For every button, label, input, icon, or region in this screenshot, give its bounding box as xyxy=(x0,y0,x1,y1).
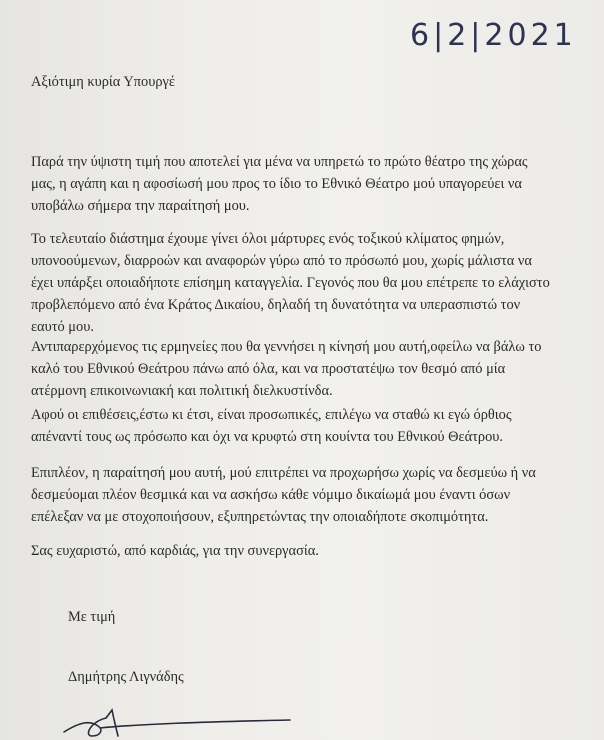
paragraph-line: Αφού οι επιθέσεις,έστω κι έτσι, είναι προσωπικές, επιλέγω να σταθώ κι εγώ όρθιος xyxy=(31,407,512,423)
paragraph-6 xyxy=(31,540,603,562)
paragraph-2 xyxy=(31,228,603,338)
paragraph-line: Αντιπαρερχόμενος τις ερμηνείες που θα γεννήσει η κίνησή μου αυτή,οφείλω να βάλω το xyxy=(31,339,542,355)
salutation: Αξιότιμη κυρία Υπουργέ xyxy=(31,74,175,90)
paragraph-line: Επιπλέον, η παραίτησή μου αυτή, μού επιτρέπει να προχωρήσω χωρίς να δεσμεύω ή να xyxy=(31,465,536,481)
paragraph-line: εαυτό μου. xyxy=(31,319,94,335)
handwritten-signature xyxy=(60,692,320,740)
paragraph-line: έχει υπάρξει οποιαδήποτε επίσημη καταγγελία. Γεγονός που θα μου επέτρεπε το ελάχιστο xyxy=(31,275,550,291)
paragraph-line: Σας ευχαριστώ, από καρδιάς, για την συνεργασία. xyxy=(31,543,319,559)
closing: Με τιμή xyxy=(68,609,116,625)
signatory-name: Δημήτρης Λιγνάδης xyxy=(68,669,184,685)
paragraph-line: υποβάλω σήμερα την παραίτησή μου. xyxy=(31,198,250,214)
paragraph-line: Το τελευταίο διάστημα έχουμε γίνει όλοι μάρτυρες ενός τοξικού κλίματος φημών, xyxy=(31,231,505,247)
paragraph-1 xyxy=(31,151,603,217)
paragraph-line: απέναντί τους ως πρόσωπο και όχι να κρυφτώ στη κουίντα του Εθνικού Θεάτρου. xyxy=(31,429,503,445)
paragraph-line: μας, η αγάπη και η αφοσίωσή μου προς το ίδιο το Εθνικό Θέατρο μού υπαγορεύει να xyxy=(31,176,522,192)
paragraph-line: επέλεξαν να με στοχοποιήσουν, εξυπηρετώντας την οποιαδήποτε σκοπιμότητα. xyxy=(31,509,489,525)
paragraph-line: προβλεπόμενο από ένα Κράτος Δικαίου, δηλαδή τη δυνατότητα να υπερασπιστώ τον xyxy=(31,297,521,313)
paragraph-5 xyxy=(31,462,603,528)
paragraph-line: ατέρμονη επικοινωνιακή και πολιτική διελκυστίνδα. xyxy=(31,383,333,399)
handwritten-date: 6|2|2021 xyxy=(410,18,577,53)
paragraph-3 xyxy=(31,336,603,402)
paragraph-line: υπονοούμενων, διαρροών και αναφορών γύρω από το πρόσωπό μου, χωρίς μάλιστα να xyxy=(31,253,532,269)
paragraph-line: καλό του Εθνικού Θεάτρου πάνω από όλα, και να προστατέψω τον θεσμό από μία xyxy=(31,361,506,377)
paragraph-line: δεσμεύομαι πλέον θεσμικά και να ασκήσω κάθε νόμιμο δικαίωμά μου έναντι όσων xyxy=(31,487,511,503)
paragraph-4 xyxy=(31,404,603,448)
paragraph-line: Παρά την ύψιστη τιμή που αποτελεί για μένα να υπηρετώ το πρώτο θέατρο της χώρας xyxy=(31,154,528,170)
